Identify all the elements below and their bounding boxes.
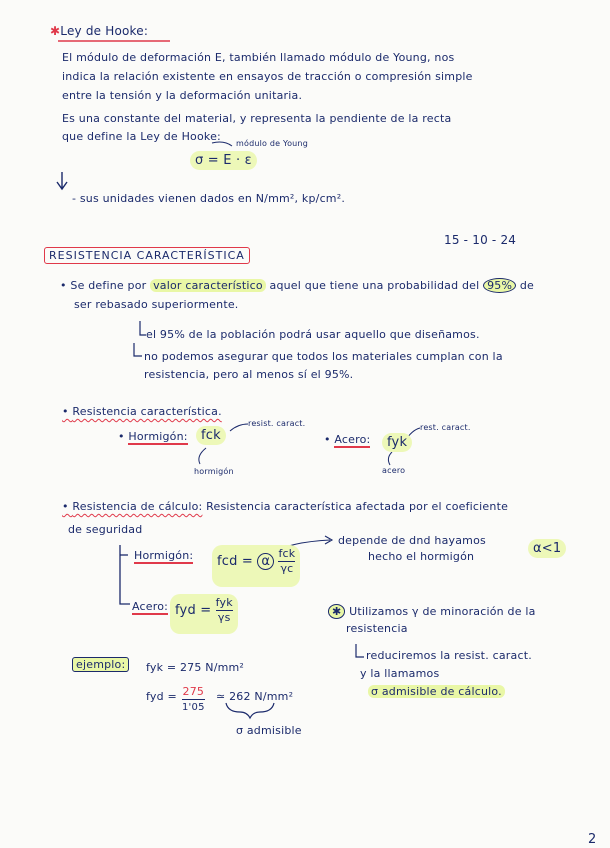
page-date: 15 - 10 - 24	[444, 233, 517, 247]
fyk-note-top: rest. caract.	[420, 423, 471, 432]
resistencia-def-line1: • Se define por valor característico aquel que tiene una probabilidad del 95% de	[60, 279, 534, 292]
fyd-formula: fyd = fyk γs	[170, 594, 238, 634]
acero-row: • Acero:	[324, 433, 371, 446]
calculo-def-line1: • Resistencia de cálculo: Resistencia característica afectada por el coeficiente	[62, 500, 509, 513]
hooke-units: - sus unidades vienen dados en N/mm², kp/cm².	[72, 192, 346, 205]
fyd-fraction: fyk γs	[215, 596, 233, 624]
resistencia-note2-line2: resistencia, pero al menos sí el 95%.	[144, 368, 354, 381]
ejemplo-label: ejemplo:	[72, 657, 129, 672]
calculo-acero-label: Acero:	[132, 600, 169, 613]
alpha-note-line1: depende de dnd hayamos	[338, 534, 486, 547]
alpha-circled: α	[257, 553, 274, 570]
ejemplo-lhs: fyd =	[146, 690, 177, 703]
acero-label: Acero:	[334, 433, 371, 446]
circled-95: 95%	[483, 278, 516, 293]
star-note-line3: reduciremos la resist. caract.	[366, 649, 532, 662]
hooke-text-line2: indica la relación existente en ensayos de tracción o compresión simple	[62, 70, 473, 83]
ejemplo-fraction: 275 1'05	[182, 685, 205, 713]
highlight-valor: valor característico	[150, 279, 266, 292]
resistencia-note1: el 95% de la población podrá usar aquello que diseñamos.	[146, 328, 480, 341]
fcd-formula: fcd = α fck γc	[212, 545, 300, 587]
fck-note-bottom: hormigón	[194, 467, 234, 476]
calculo-heading: • Resistencia de cálculo:	[62, 500, 203, 513]
alpha-condition: α<1	[528, 539, 566, 558]
star-note-line4: y la llamamos	[360, 667, 440, 680]
page-number: 2	[588, 832, 597, 847]
ejemplo-result: ≃ 262 N/mm²	[216, 690, 294, 703]
hormigon-label: Hormigón:	[128, 430, 188, 443]
resistencia-def-line2: ser rebasado superiormente.	[74, 298, 239, 311]
section-title-resistencia: RESISTENCIA CARACTERÍSTICA	[44, 247, 250, 264]
hooke-text-line5: que define la Ley de Hooke:	[62, 130, 221, 143]
star-note-line2: resistencia	[346, 622, 408, 635]
calculo-hormigon-label: Hormigón:	[134, 549, 194, 562]
fck-formula: fck	[196, 426, 226, 445]
star-note-line1: ✱ Utilizamos γ de minoración de la	[328, 604, 536, 619]
fyk-note-bottom: acero	[382, 466, 406, 475]
alpha-note-line2: hecho el hormigón	[368, 550, 475, 563]
hooke-text-line4: Es una constante del material, y representa la pendiente de la recta	[62, 112, 452, 125]
hormigon-row: • Hormigón:	[118, 430, 188, 443]
fck-note-top: resist. caract.	[248, 419, 306, 428]
fyk-formula: fyk	[382, 433, 412, 452]
star-icon: ✱	[50, 24, 61, 38]
resistencia-note2-line1: no podemos asegurar que todos los materiales cumplan con la	[144, 350, 503, 363]
hooke-formula: σ = E · ε	[190, 151, 257, 170]
hooke-text-line3: entre la tensión y la deformación unitaria.	[62, 89, 303, 102]
bullet: •	[60, 279, 71, 292]
ejemplo-line1: fyk = 275 N/mm²	[146, 661, 245, 674]
star-note-line5: σ admisible de cálculo.	[368, 685, 505, 698]
ejemplo-brace-label: σ admisible	[236, 724, 302, 737]
hooke-text-line1: El módulo de deformación E, también llamado módulo de Young, nos	[62, 51, 455, 64]
young-annotation: módulo de Young	[236, 139, 308, 148]
caracteristica-heading: • Resistencia característica.	[62, 405, 222, 418]
asterisk-icon: ✱	[328, 604, 345, 619]
calculo-def-line2: de seguridad	[68, 523, 143, 536]
fcd-fraction: fck γc	[278, 547, 296, 575]
section-title-hooke: ✱Ley de Hooke:	[50, 24, 149, 38]
